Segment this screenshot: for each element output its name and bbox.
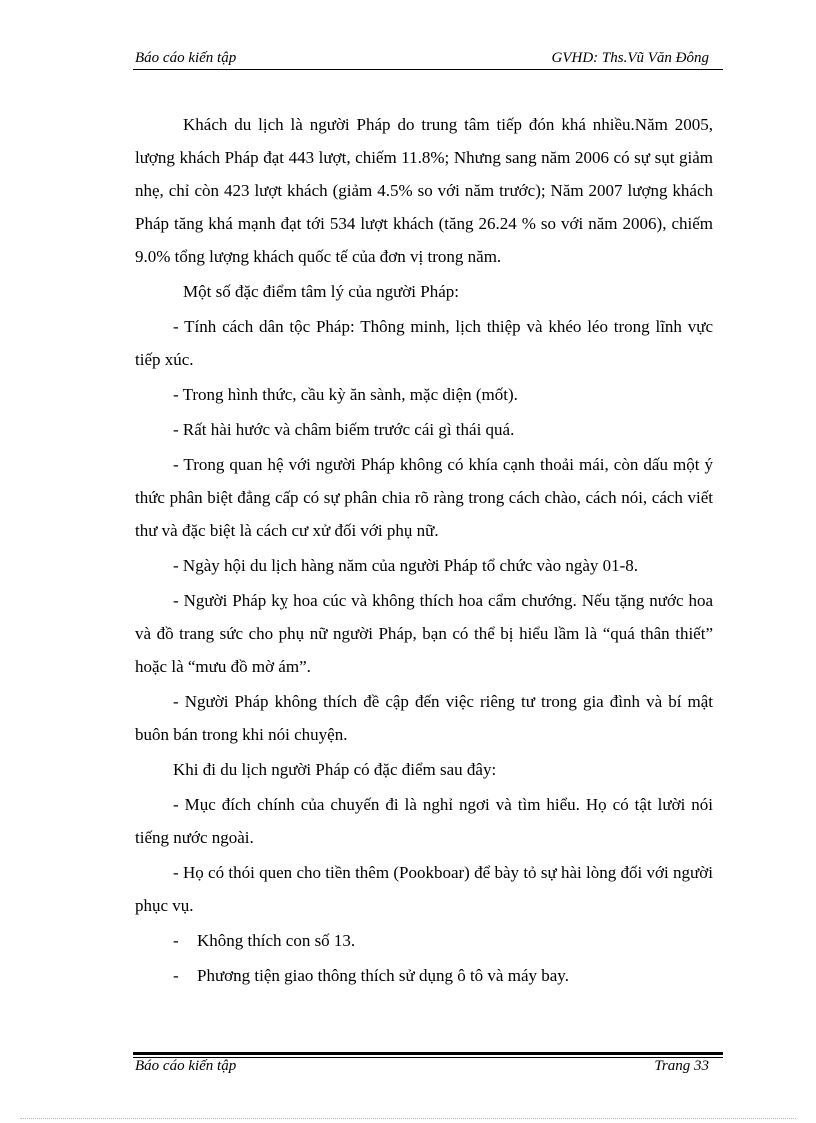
page-bottom-dotted-line [20, 1118, 796, 1119]
bullet-dash: - [173, 931, 179, 950]
paragraph-french-visitors-stats: Khách du lịch là người Pháp do trung tâm tiếp đón khá nhiều.Năm 2005, lượng khách Pháp đạt 443 lượt, chiếm 11.8%; Nhưng sang năm 2006 có sự sụt giảm nhẹ, chỉ còn 423 lượt khách (giảm 4.5% so với năm trước); Năm 2007 lượng khách Pháp tăng khá mạnh đạt tới 534 lượt khách (tăng 26.24 % so với năm 2006), chiếm 9.0% tổng lượng khách quốc tế của đơn vị trong năm. [135, 115, 713, 266]
paragraph-psychology-intro: Một số đặc điểm tâm lý của người Pháp: [183, 282, 459, 301]
bullet-number-13 [135, 924, 713, 957]
page-header [133, 50, 723, 70]
paragraph-tipping: - Họ có thói quen cho tiền thêm (Pookboar) để bày tỏ sự hài lòng đối với người phục vụ. [135, 863, 713, 915]
page-number: Trang 33 [654, 1058, 709, 1074]
paragraph-travel-intro: Khi đi du lịch người Pháp có đặc điểm sau đây: [173, 760, 497, 779]
page-footer [133, 1058, 723, 1078]
header-supervisor: GVHD: Ths.Vũ Văn Đông [551, 50, 709, 66]
paragraph-relationships: - Trong quan hệ với người Pháp không có khía cạnh thoải mái, còn dấu một ý thức phân biệt đẳng cấp có sự phân chia rõ ràng trong cách chào, cách nói, cách viết thư và đặc biệt là cách cư xử đối với phụ nữ. [135, 455, 713, 540]
bullet-text: Phương tiện giao thông thích sử dụng ô tô và máy bay. [197, 966, 569, 985]
header-divider [133, 69, 723, 70]
footer-divider-thick [133, 1052, 723, 1055]
paragraph-tourism-festival: - Ngày hội du lịch hàng năm của người Pháp tổ chức vào ngày 01-8. [173, 556, 639, 575]
bullet-dash: - [173, 966, 179, 985]
paragraph-humor: - Rất hài hước và châm biếm trước cái gì thái quá. [173, 420, 515, 439]
page-body [135, 108, 713, 992]
header-report-title: Báo cáo kiến tập [135, 50, 237, 66]
paragraph-national-character: - Tính cách dân tộc Pháp: Thông minh, lịch thiệp và khéo léo trong lĩnh vực tiếp xúc. [135, 317, 713, 369]
paragraph-appearance: - Trong hình thức, cầu kỳ ăn sành, mặc diện (mốt). [173, 385, 518, 404]
footer-report-title: Báo cáo kiến tập [135, 1058, 237, 1074]
paragraph-flowers-gifts: - Người Pháp kỵ hoa cúc và không thích hoa cẩm chướng. Nếu tặng nước hoa và đồ trang sức cho phụ nữ người Pháp, bạn có thể bị hiểu lầm là “quá thân thiết” hoặc là “mưu đồ mờ ám”. [135, 591, 713, 676]
bullet-transport [135, 959, 713, 992]
bullet-text: Không thích con số 13. [197, 931, 356, 950]
paragraph-trip-purpose: - Mục đích chính của chuyến đi là nghỉ ngơi và tìm hiểu. Họ có tật lười nói tiếng nước ngoài. [135, 795, 713, 847]
paragraph-privacy: - Người Pháp không thích đề cập đến việc riêng tư trong gia đình và bí mật buôn bán trong khi nói chuyện. [135, 692, 713, 744]
